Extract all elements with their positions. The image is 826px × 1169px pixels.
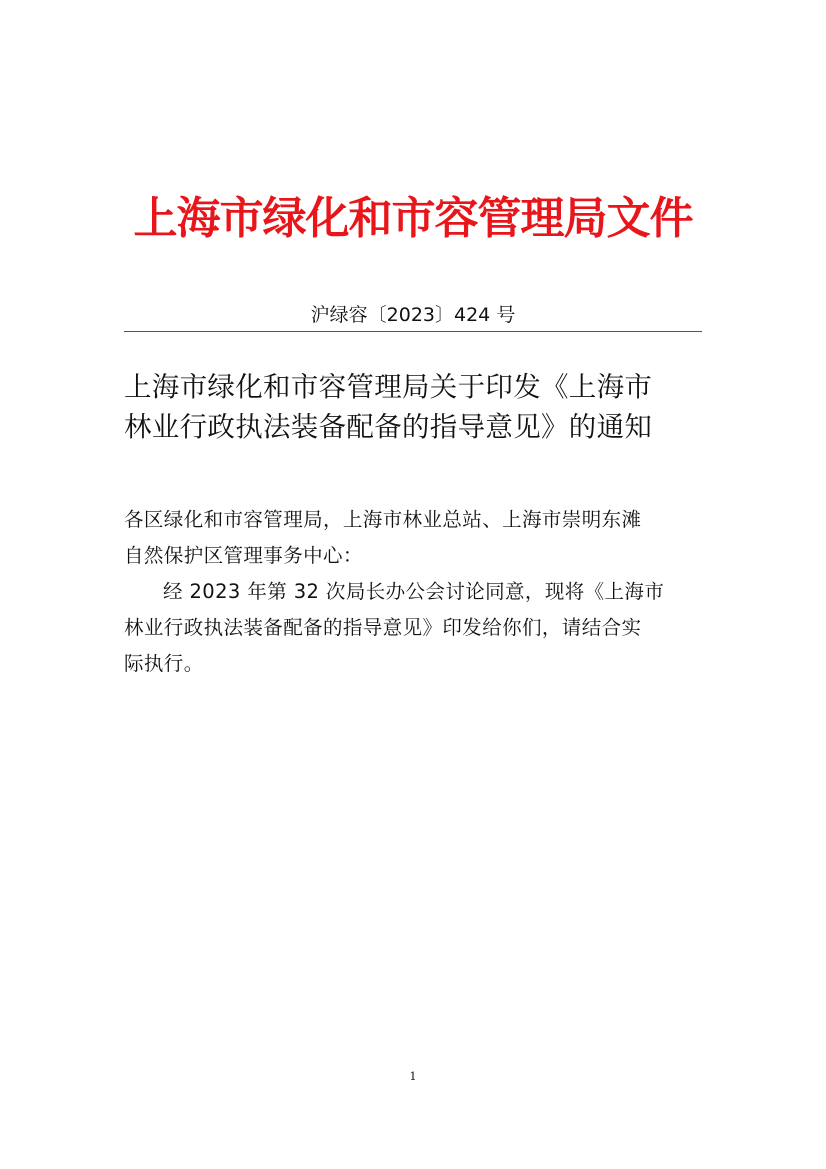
- document-body: [124, 502, 708, 682]
- addressee-line-2: 自然保护区管理事务中心：: [124, 544, 363, 567]
- red-divider: [124, 331, 702, 332]
- addressee-line-1: 各区绿化和市容管理局，上海市林业总站、上海市崇明东滩: [124, 508, 642, 531]
- issuer-title: 上海市绿化和市容管理局文件: [133, 193, 693, 244]
- document-title: [124, 367, 706, 447]
- title-line-1: 上海市绿化和市容管理局关于印发《上海市: [124, 371, 653, 403]
- paragraph-line-3: 际执行。: [124, 652, 204, 675]
- paragraph-line-2: 林业行政执法装备配备的指导意见》印发给你们，请结合实: [124, 616, 642, 639]
- page-number: 1: [409, 1070, 417, 1083]
- document-number: 沪绿容〔2023〕424 号: [310, 304, 516, 326]
- title-line-2: 林业行政执法装备配备的指导意见》的通知: [124, 411, 653, 443]
- paragraph-line-1: 经 2023 年第 32 次局长办公会讨论同意，现将《上海市: [163, 580, 665, 603]
